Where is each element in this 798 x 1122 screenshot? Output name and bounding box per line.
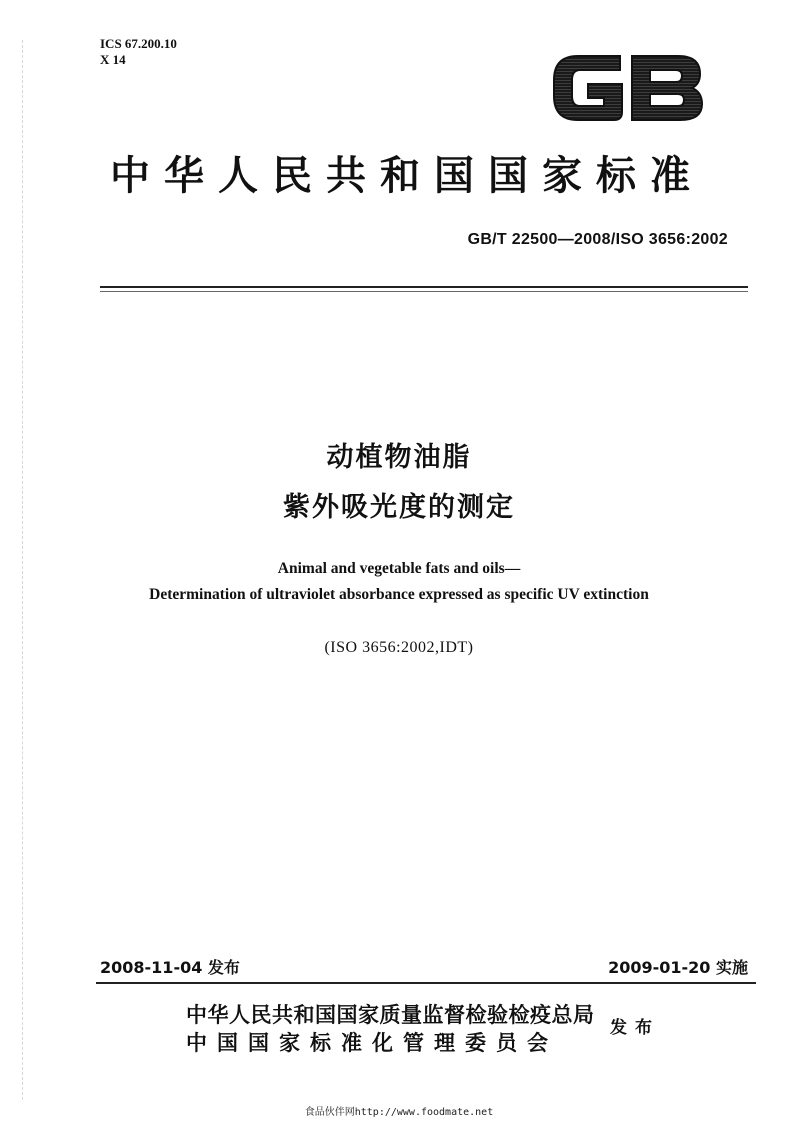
iso-reference: (ISO 3656:2002,IDT)	[324, 639, 474, 656]
watermark-footer: 食品伙伴网http://www.foodmate.net	[304, 1107, 494, 1118]
implementation-date: 2009-01-20 实施	[608, 958, 748, 977]
title-en-line2: Determination of ultraviolet absorbance expressed as specific UV extinction	[149, 586, 649, 603]
title-en-line1: Animal and vegetable fats and oils—	[277, 560, 521, 577]
publish-label: 发布	[610, 1018, 660, 1038]
gb-logo	[548, 46, 708, 130]
national-standard-title: 中华人民共和国国家标准	[110, 153, 704, 199]
header-divider-thin	[100, 291, 748, 292]
title-cn-line1: 动植物油脂	[326, 442, 472, 473]
title-cn-line2: 紫外吸光度的测定	[283, 492, 515, 523]
classification-codes	[100, 36, 177, 68]
header-divider	[100, 286, 748, 288]
issuer-line2: 中国国家标准化管理委员会	[186, 1031, 558, 1055]
ics-code: ICS 67.200.10	[100, 36, 177, 51]
footer-divider	[96, 982, 756, 984]
issuer-line1: 中华人民共和国国家质量监督检验检疫总局	[186, 1003, 595, 1027]
release-date: 2008-11-04 发布	[100, 958, 240, 977]
standard-number: GB/T 22500—2008/ISO 3656:2002	[467, 231, 728, 248]
class-code: X 14	[100, 52, 126, 67]
